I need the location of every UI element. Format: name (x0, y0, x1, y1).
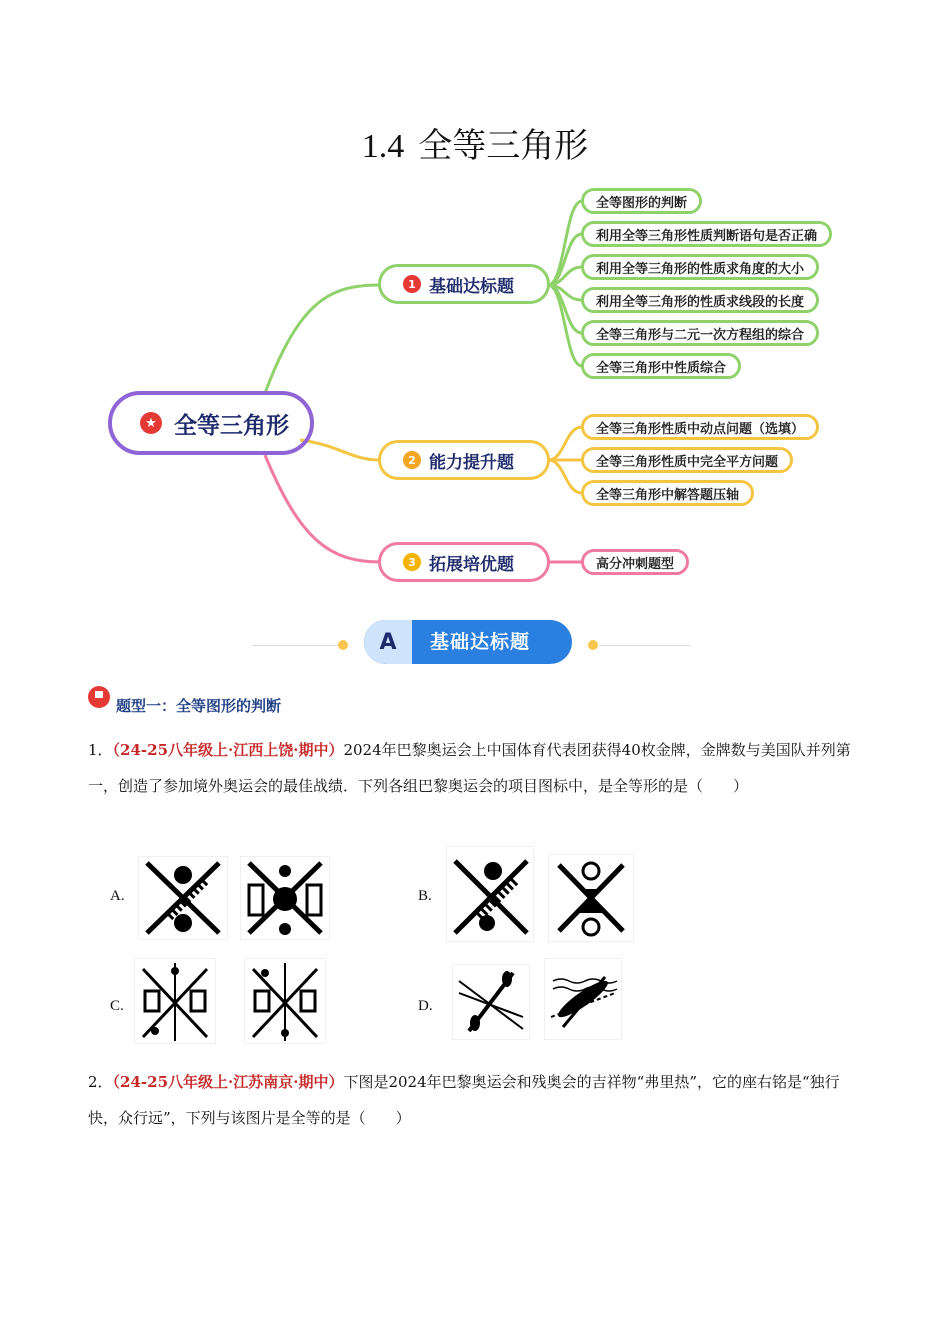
option-d-right-pictogram (544, 958, 622, 1040)
section-banner (364, 620, 572, 664)
leaf-1-2: 利用全等三角形性质判断语句是否正确 (581, 221, 832, 247)
banner-dot-right (588, 640, 598, 650)
banner-label: 基础达标题 (430, 631, 531, 653)
question-1-number: 1． (88, 741, 113, 759)
leaf-1-1: 全等图形的判断 (581, 188, 702, 214)
option-b-left-pictogram (446, 846, 534, 942)
leaf-2-2: 全等三角形性质中完全平方问题 (581, 447, 793, 473)
question-2-text: 下图是2024年巴黎奥运会和残奥会的吉祥物“弗里热”，它的座右铭是“独行快，众行远”，下列与该图片是全等的是（ ） (88, 1073, 840, 1127)
mindmap-branch-3 (378, 542, 550, 582)
leaf-3-1: 高分冲刺题型 (581, 549, 689, 575)
banner-dot-left (338, 640, 348, 650)
section-heading: 题型一：全等图形的判断 (116, 697, 282, 715)
option-b-label: B. (418, 888, 432, 904)
option-d-left-pictogram (452, 964, 530, 1040)
branch-1-label: 基础达标题 (429, 276, 514, 297)
banner-line-right (600, 645, 690, 646)
option-c-left-pictogram (134, 958, 216, 1044)
branch-3-label: 拓展培优题 (429, 554, 514, 575)
mindmap-root-label: 全等三角形 (174, 412, 289, 439)
leaf-1-4: 利用全等三角形的性质求线段的长度 (581, 287, 819, 313)
option-a-right-pictogram (240, 856, 330, 940)
branch-2-label: 能力提升题 (429, 452, 514, 473)
badge-1: 1 (403, 275, 421, 293)
question-2 (88, 1064, 868, 1136)
option-d-label: D. (418, 998, 433, 1014)
flag-icon (88, 686, 110, 708)
mindmap-branch-2 (378, 440, 550, 480)
option-c-right-pictogram (244, 958, 326, 1044)
question-1-text: 2024年巴黎奥运会上中国体育代表团获得40枚金牌，金牌数与美国队并列第一，创造了参加境外奥运会的最佳战绩．下列各组巴黎奥运会的项目图标中，是全等形的是（ ） (88, 741, 851, 795)
banner-letter: A (364, 620, 412, 664)
question-2-number: 2． (88, 1073, 113, 1091)
option-a-label: A. (110, 888, 125, 904)
badge-3: 3 (403, 553, 421, 571)
mindmap-root (108, 391, 314, 455)
question-2-source: （24-25八年级上·江苏南京·期中） (112, 1073, 344, 1091)
mindmap-branch-1 (378, 264, 550, 304)
option-c-label: C. (110, 998, 124, 1014)
question-1 (88, 732, 868, 804)
leaf-2-3: 全等三角形中解答题压轴 (581, 480, 754, 506)
question-1-source: （24-25八年级上·江西上饶·期中） (112, 741, 344, 759)
star-icon: ★ (140, 412, 162, 434)
option-b-right-pictogram (548, 854, 634, 942)
option-a-left-pictogram (138, 856, 228, 940)
leaf-1-6: 全等三角形中性质综合 (581, 353, 741, 379)
title-number: 1.4 (361, 128, 405, 165)
banner-line-left (252, 645, 342, 646)
leaf-1-5: 全等三角形与二元一次方程组的综合 (581, 320, 819, 346)
leaf-1-3: 利用全等三角形的性质求角度的大小 (581, 254, 819, 280)
badge-2: 2 (403, 451, 421, 469)
leaf-2-1: 全等三角形性质中动点问题（选填） (581, 414, 819, 440)
title-text: 全等三角形 (418, 126, 589, 166)
